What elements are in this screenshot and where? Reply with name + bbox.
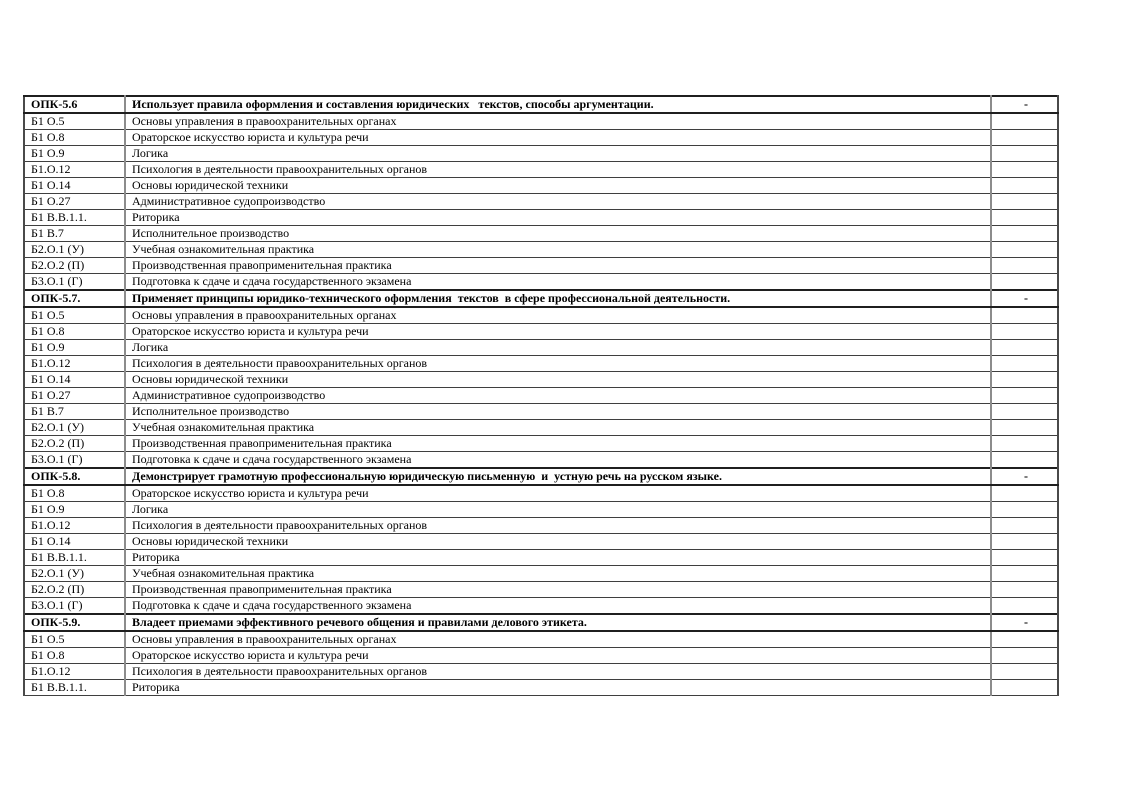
discipline-code-cell: Б1 О.9 <box>24 340 125 356</box>
discipline-code-cell: Б1 О.9 <box>24 502 125 518</box>
discipline-name-cell: Производственная правоприменительная практика <box>125 582 991 598</box>
discipline-row <box>24 420 1058 436</box>
empty-mark-cell <box>991 582 1058 598</box>
discipline-code-cell: Б1.О.12 <box>24 664 125 680</box>
empty-mark-cell <box>991 194 1058 210</box>
competency-code-cell: ОПК-5.6 <box>24 96 125 113</box>
discipline-row <box>24 534 1058 550</box>
discipline-row <box>24 194 1058 210</box>
mark-cell: - <box>991 290 1058 307</box>
discipline-code-cell: Б2.О.1 (У) <box>24 420 125 436</box>
discipline-name-cell: Психология в деятельности правоохранительных органов <box>125 518 991 534</box>
discipline-row <box>24 178 1058 194</box>
discipline-code-cell: Б1 О.8 <box>24 648 125 664</box>
empty-mark-cell <box>991 485 1058 502</box>
empty-mark-cell <box>991 550 1058 566</box>
empty-mark-cell <box>991 566 1058 582</box>
discipline-name-cell: Логика <box>125 340 991 356</box>
competency-title-cell: Применяет принципы юридико-технического оформления текстов в сфере профессиональной деятельности. <box>125 290 991 307</box>
discipline-name-cell: Основы юридической техники <box>125 372 991 388</box>
empty-mark-cell <box>991 146 1058 162</box>
discipline-row <box>24 436 1058 452</box>
discipline-row <box>24 226 1058 242</box>
section-header-row <box>24 96 1058 113</box>
discipline-row <box>24 582 1058 598</box>
discipline-name-cell: Исполнительное производство <box>125 226 991 242</box>
discipline-name-cell: Административное судопроизводство <box>125 194 991 210</box>
mark-cell: - <box>991 468 1058 485</box>
discipline-row <box>24 631 1058 648</box>
discipline-row <box>24 404 1058 420</box>
discipline-name-cell: Основы управления в правоохранительных органах <box>125 631 991 648</box>
discipline-code-cell: Б1.О.12 <box>24 518 125 534</box>
empty-mark-cell <box>991 534 1058 550</box>
discipline-row <box>24 307 1058 324</box>
discipline-name-cell: Основы управления в правоохранительных органах <box>125 307 991 324</box>
empty-mark-cell <box>991 178 1058 194</box>
discipline-code-cell: Б1 О.5 <box>24 113 125 130</box>
discipline-row <box>24 598 1058 615</box>
discipline-row <box>24 258 1058 274</box>
discipline-name-cell: Психология в деятельности правоохранительных органов <box>125 162 991 178</box>
empty-mark-cell <box>991 420 1058 436</box>
discipline-row <box>24 485 1058 502</box>
mark-cell: - <box>991 614 1058 631</box>
discipline-row <box>24 518 1058 534</box>
discipline-name-cell: Производственная правоприменительная практика <box>125 258 991 274</box>
discipline-row <box>24 324 1058 340</box>
empty-mark-cell <box>991 388 1058 404</box>
discipline-code-cell: Б1 О.14 <box>24 372 125 388</box>
discipline-row <box>24 680 1058 696</box>
discipline-name-cell: Психология в деятельности правоохранительных органов <box>125 664 991 680</box>
empty-mark-cell <box>991 226 1058 242</box>
discipline-row <box>24 452 1058 469</box>
discipline-row <box>24 664 1058 680</box>
discipline-row <box>24 130 1058 146</box>
discipline-row <box>24 274 1058 291</box>
discipline-code-cell: Б1 О.8 <box>24 485 125 502</box>
section-header-row <box>24 614 1058 631</box>
discipline-name-cell: Учебная ознакомительная практика <box>125 566 991 582</box>
discipline-code-cell: Б2.О.2 (П) <box>24 436 125 452</box>
discipline-name-cell: Исполнительное производство <box>125 404 991 420</box>
discipline-name-cell: Психология в деятельности правоохранительных органов <box>125 356 991 372</box>
discipline-name-cell: Основы юридической техники <box>125 534 991 550</box>
discipline-name-cell: Ораторское искусство юриста и культура речи <box>125 324 991 340</box>
competency-title-cell: Демонстрирует грамотную профессиональную юридическую письменную и устную речь на русском языке. <box>125 468 991 485</box>
discipline-name-cell: Учебная ознакомительная практика <box>125 420 991 436</box>
empty-mark-cell <box>991 631 1058 648</box>
discipline-row <box>24 566 1058 582</box>
empty-mark-cell <box>991 307 1058 324</box>
discipline-name-cell: Основы управления в правоохранительных органах <box>125 113 991 130</box>
discipline-name-cell: Риторика <box>125 210 991 226</box>
empty-mark-cell <box>991 274 1058 291</box>
discipline-code-cell: Б1 О.14 <box>24 178 125 194</box>
empty-mark-cell <box>991 210 1058 226</box>
empty-mark-cell <box>991 680 1058 696</box>
empty-mark-cell <box>991 340 1058 356</box>
discipline-code-cell: Б3.О.1 (Г) <box>24 452 125 469</box>
empty-mark-cell <box>991 452 1058 469</box>
discipline-name-cell: Ораторское искусство юриста и культура речи <box>125 648 991 664</box>
empty-mark-cell <box>991 598 1058 615</box>
empty-mark-cell <box>991 436 1058 452</box>
section-header-row <box>24 290 1058 307</box>
empty-mark-cell <box>991 130 1058 146</box>
discipline-name-cell: Риторика <box>125 550 991 566</box>
discipline-code-cell: Б1 О.27 <box>24 388 125 404</box>
discipline-name-cell: Риторика <box>125 680 991 696</box>
discipline-code-cell: Б1 О.9 <box>24 146 125 162</box>
discipline-code-cell: Б3.О.1 (Г) <box>24 274 125 291</box>
empty-mark-cell <box>991 502 1058 518</box>
discipline-code-cell: Б1 О.8 <box>24 130 125 146</box>
discipline-code-cell: Б1 В.В.1.1. <box>24 680 125 696</box>
discipline-name-cell: Административное судопроизводство <box>125 388 991 404</box>
competency-code-cell: ОПК-5.7. <box>24 290 125 307</box>
discipline-name-cell: Ораторское искусство юриста и культура речи <box>125 130 991 146</box>
discipline-row <box>24 340 1058 356</box>
discipline-code-cell: Б1 О.5 <box>24 631 125 648</box>
discipline-code-cell: Б3.О.1 (Г) <box>24 598 125 615</box>
discipline-code-cell: Б1 О.14 <box>24 534 125 550</box>
discipline-code-cell: Б1 В.7 <box>24 404 125 420</box>
discipline-name-cell: Основы юридической техники <box>125 178 991 194</box>
discipline-code-cell: Б1.О.12 <box>24 162 125 178</box>
empty-mark-cell <box>991 372 1058 388</box>
discipline-code-cell: Б1 В.В.1.1. <box>24 210 125 226</box>
competency-title-cell: Использует правила оформления и составления юридических текстов, способы аргументации. <box>125 96 991 113</box>
section-header-row <box>24 468 1058 485</box>
discipline-name-cell: Логика <box>125 502 991 518</box>
discipline-code-cell: Б1 В.7 <box>24 226 125 242</box>
competency-title-cell: Владеет приемами эффективного речевого общения и правилами делового этикета. <box>125 614 991 631</box>
discipline-row <box>24 550 1058 566</box>
discipline-name-cell: Учебная ознакомительная практика <box>125 242 991 258</box>
empty-mark-cell <box>991 664 1058 680</box>
discipline-row <box>24 242 1058 258</box>
discipline-row <box>24 146 1058 162</box>
discipline-name-cell: Ораторское искусство юриста и культура речи <box>125 485 991 502</box>
empty-mark-cell <box>991 324 1058 340</box>
discipline-code-cell: Б2.О.1 (У) <box>24 566 125 582</box>
discipline-name-cell: Подготовка к сдаче и сдача государственного экзамена <box>125 274 991 291</box>
empty-mark-cell <box>991 356 1058 372</box>
discipline-code-cell: Б2.О.2 (П) <box>24 582 125 598</box>
discipline-row <box>24 356 1058 372</box>
competency-table <box>23 95 1059 696</box>
discipline-row <box>24 502 1058 518</box>
discipline-code-cell: Б1.О.12 <box>24 356 125 372</box>
empty-mark-cell <box>991 648 1058 664</box>
empty-mark-cell <box>991 113 1058 130</box>
discipline-row <box>24 113 1058 130</box>
empty-mark-cell <box>991 404 1058 420</box>
mark-cell: - <box>991 96 1058 113</box>
empty-mark-cell <box>991 162 1058 178</box>
discipline-code-cell: Б2.О.2 (П) <box>24 258 125 274</box>
discipline-code-cell: Б1 В.В.1.1. <box>24 550 125 566</box>
discipline-name-cell: Подготовка к сдаче и сдача государственного экзамена <box>125 598 991 615</box>
discipline-row <box>24 210 1058 226</box>
discipline-row <box>24 162 1058 178</box>
discipline-code-cell: Б2.О.1 (У) <box>24 242 125 258</box>
empty-mark-cell <box>991 258 1058 274</box>
competency-table-body <box>24 96 1058 696</box>
discipline-code-cell: Б1 О.27 <box>24 194 125 210</box>
discipline-code-cell: Б1 О.5 <box>24 307 125 324</box>
discipline-name-cell: Подготовка к сдаче и сдача государственного экзамена <box>125 452 991 469</box>
discipline-row <box>24 648 1058 664</box>
discipline-name-cell: Производственная правоприменительная практика <box>125 436 991 452</box>
discipline-row <box>24 388 1058 404</box>
competency-code-cell: ОПК-5.9. <box>24 614 125 631</box>
empty-mark-cell <box>991 518 1058 534</box>
discipline-row <box>24 372 1058 388</box>
discipline-code-cell: Б1 О.8 <box>24 324 125 340</box>
competency-code-cell: ОПК-5.8. <box>24 468 125 485</box>
empty-mark-cell <box>991 242 1058 258</box>
discipline-name-cell: Логика <box>125 146 991 162</box>
